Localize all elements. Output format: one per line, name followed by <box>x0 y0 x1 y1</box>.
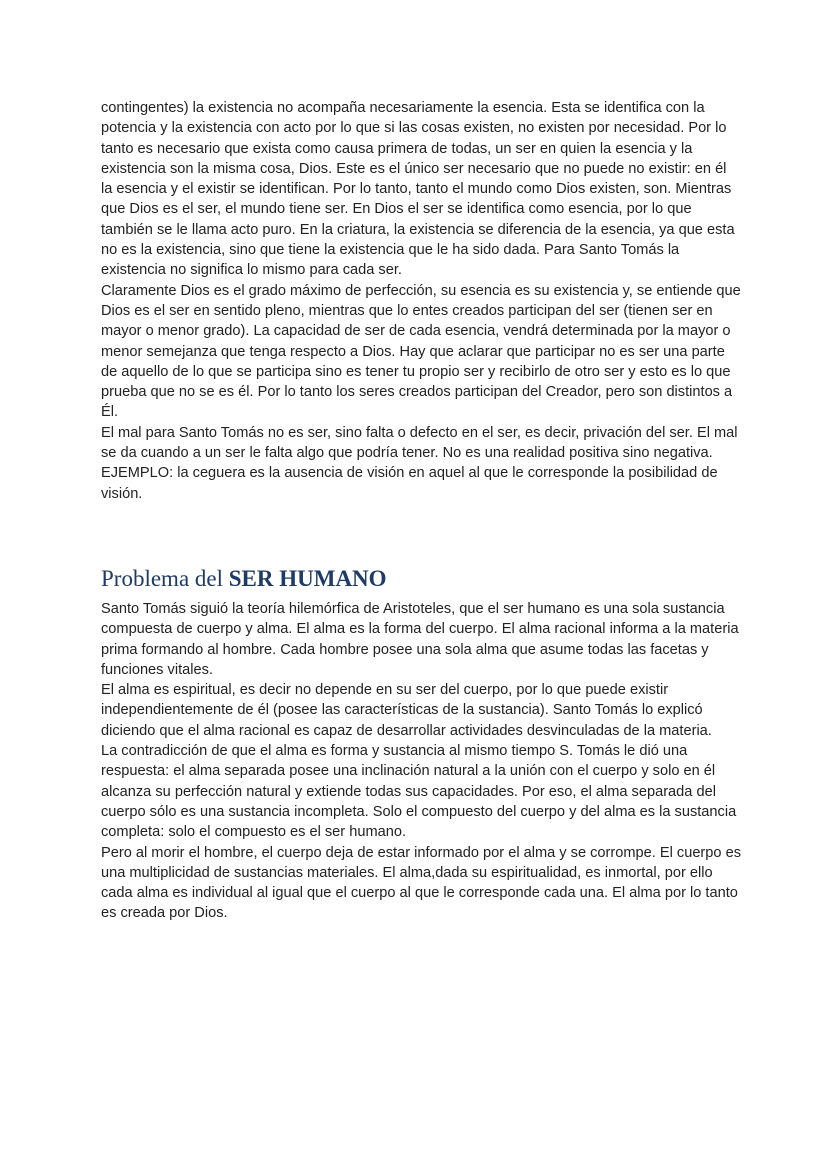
human-being-section <box>101 599 741 924</box>
paragraph-essence-existence: contingentes) la existencia no acompaña necesariamente la esencia. Esta se identifica con la potencia y la existencia con acto por lo que si las cosas existen, no existen por necesidad. Por lo tanto es necesario que exista como causa primera de todas, un ser en quien la esencia y la existencia son la misma cosa, Dios. Este es el único ser necesario que no puede no existir: en él la esencia y el existir se identifican. Por lo tanto, tanto el mundo como Dios existen, son. Mientras que Dios es el ser, el mundo tiene ser. En Dios el ser se identifica como esencia, por lo que también se le llama acto puro. En la criatura, la existencia se diferencia de la esencia, ya que esta no es la existencia, sino que tiene la existencia que le ha sido dada. Para Santo Tomás la existencia no significa lo mismo para cada ser. <box>101 100 735 279</box>
paragraph-participation: Claramente Dios es el grado máximo de perfección, su esencia es su existencia y, se entiende que Dios es el ser en sentido pleno, mientras que lo entes creados participan del ser (tienen ser en mayor o menor grado). La capacidad de ser de cada esencia, vendrá determinada por la mayor o menor semejanza que tenga respecto a Dios. Hay que aclarar que participar no es ser una parte de aquello de lo que se participa sino es tener tu propio ser y recibirlo de otro ser y esto es lo que prueba que no se es él. Por lo tanto los seres creados participan del Creador, pero son distintos a Él. <box>101 282 741 421</box>
heading-bold-text: SER HUMANO <box>228 566 387 591</box>
heading-prefix: Problema del <box>101 566 229 591</box>
essence-existence-section <box>101 98 741 504</box>
paragraph-death: Pero al morir el hombre, el cuerpo deja de estar informado por el alma y se corrompe. El cuerpo es una multiplicidad de sustancias materiales. El alma,dada su espiritualidad, es inmortal, por ello cada alma es individual al igual que el cuerpo al que le corresponde cada una. El alma por lo tanto es creada por Dios. <box>101 844 741 922</box>
paragraph-hylomorphism: Santo Tomás siguió la teoría hilemórfica de Aristoteles, que el ser humano es una sola sustancia compuesta de cuerpo y alma. El alma es la forma del cuerpo. El alma racional informa a la materia prima formando al hombre. Cada hombre posee una sola alma que asume todas las facetas y funciones vitales. <box>101 601 739 678</box>
paragraph-evil: El mal para Santo Tomás no es ser, sino falta o defecto en el ser, es decir, privación del ser. El mal se da cuando a un ser le falta algo que podría tener. No es una realidad positiva sino negativa. EJEMPLO: la ceguera es la ausencia de visión en aquel al que le corresponde la posibilidad de visión. <box>101 424 738 502</box>
section-heading-ser-humano <box>101 564 387 594</box>
paragraph-spiritual-soul: El alma es espiritual, es decir no depende en su ser del cuerpo, por lo que puede existir independientemente de él (posee las características de la sustancia). Santo Tomás lo explicó diciendo que el alma racional es capaz de desarrollar actividades desvinculadas de la materia. <box>101 682 712 739</box>
paragraph-contradiction: La contradicción de que el alma es forma y sustancia al mismo tiempo S. Tomás le dió una respuesta: el alma separada posee una inclinación natural a la unión con el cuerpo y solo en él alcanza su perfección natural y extiende todas sus capacidades. Por eso, el alma separada del cuerpo sólo es una sustancia incompleta. Solo el compuesto del cuerpo y del alma es la sustancia completa: solo el compuesto es el ser humano. <box>101 743 737 841</box>
